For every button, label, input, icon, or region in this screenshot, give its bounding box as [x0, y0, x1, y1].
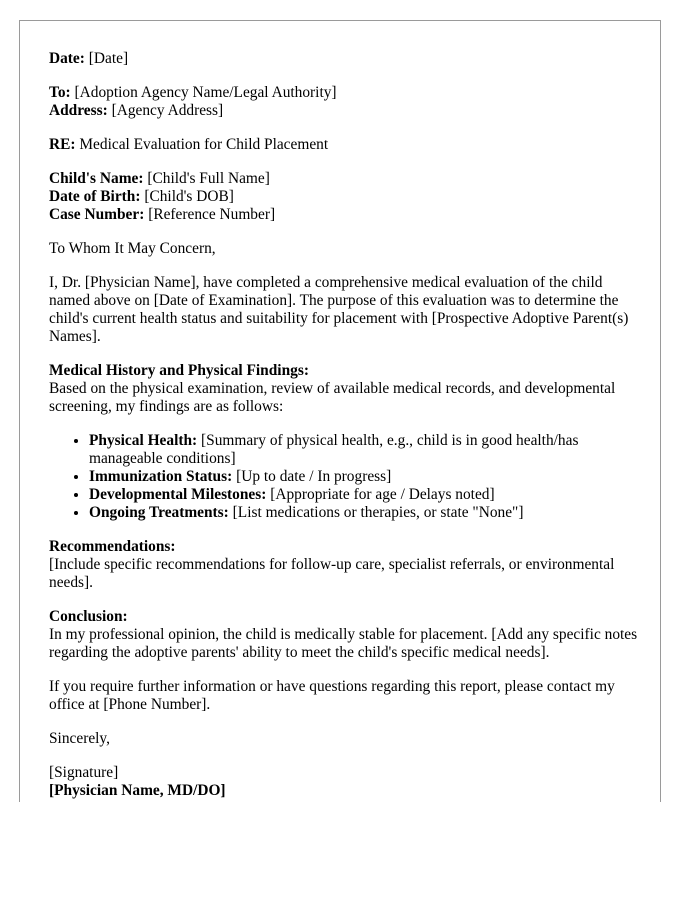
signature-placeholder: [Signature]: [49, 764, 119, 781]
re-block: [49, 136, 640, 154]
finding-label: Developmental Milestones:: [89, 486, 267, 503]
finding-value: [Summary of physical health, e.g., child is in good health/has manageable conditions]: [89, 432, 579, 467]
address-label: Address:: [49, 102, 108, 119]
re-line: [49, 136, 640, 154]
date-value: [Date]: [88, 50, 129, 67]
physician-name: [Physician Name, MD/DO]: [49, 782, 226, 799]
finding-label: Immunization Status:: [89, 468, 233, 485]
conclusion-section: [49, 608, 640, 662]
dob-label: Date of Birth:: [49, 188, 141, 205]
finding-value: [Appropriate for age / Delays noted]: [270, 486, 495, 503]
conclusion-text: In my professional opinion, the child is medically stable for placement. [Add any specific notes regarding the adoptive parents' ability to meet the child's specific medical needs].: [49, 626, 638, 661]
child-name-value: [Child's Full Name]: [147, 170, 270, 187]
child-name-label: Child's Name:: [49, 170, 144, 187]
date-line: [49, 50, 640, 68]
dob-line: [49, 188, 640, 206]
date-label: Date:: [49, 50, 85, 67]
signature-block: [49, 764, 640, 800]
dob-value: [Child's DOB]: [144, 188, 234, 205]
letter-page: [19, 20, 661, 802]
history-text: Based on the physical examination, review of available medical records, and developmental screening, my findings are as follows:: [49, 380, 616, 415]
finding-value: [List medications or therapies, or state "None"]: [232, 504, 524, 521]
to-line: [49, 84, 640, 102]
history-section: [49, 362, 640, 416]
conclusion-heading: Conclusion:: [49, 608, 128, 625]
case-number-label: Case Number:: [49, 206, 145, 223]
to-label: To:: [49, 84, 71, 101]
salutation: To Whom It May Concern,: [49, 240, 216, 257]
intro-paragraph: I, Dr. [Physician Name], have completed a comprehensive medical evaluation of the child named above on [Date of Examination]. The purpose of this evaluation was to determine the child's current health status and suitability for placement with [Prospective Adoptive Parent(s) Names].: [49, 274, 629, 345]
date-block: [49, 50, 640, 68]
valediction: Sincerely,: [49, 730, 110, 747]
recipient-block: [49, 84, 640, 120]
history-heading: Medical History and Physical Findings:: [49, 362, 309, 379]
child-info-block: [49, 170, 640, 224]
finding-label: Physical Health:: [89, 432, 198, 449]
case-number-value: [Reference Number]: [148, 206, 276, 223]
contact-paragraph: If you require further information or have questions regarding this report, please contact my office at [Phone Number].: [49, 678, 615, 713]
finding-value: [Up to date / In progress]: [236, 468, 392, 485]
finding-label: Ongoing Treatments:: [89, 504, 229, 521]
recommendations-heading: Recommendations:: [49, 538, 176, 555]
child-name-line: [49, 170, 640, 188]
list-item: [89, 486, 640, 504]
recommendations-text: [Include specific recommendations for follow-up care, specialist referrals, or environmental needs].: [49, 556, 615, 591]
findings-list: [49, 432, 640, 522]
re-label: RE:: [49, 136, 76, 153]
address-line: [49, 102, 640, 120]
case-number-line: [49, 206, 640, 224]
list-item: [89, 468, 640, 486]
to-value: [Adoption Agency Name/Legal Authority]: [74, 84, 337, 101]
list-item: [89, 504, 640, 522]
list-item: [89, 432, 640, 468]
address-value: [Agency Address]: [111, 102, 224, 119]
recommendations-section: [49, 538, 640, 592]
re-value: Medical Evaluation for Child Placement: [79, 136, 329, 153]
